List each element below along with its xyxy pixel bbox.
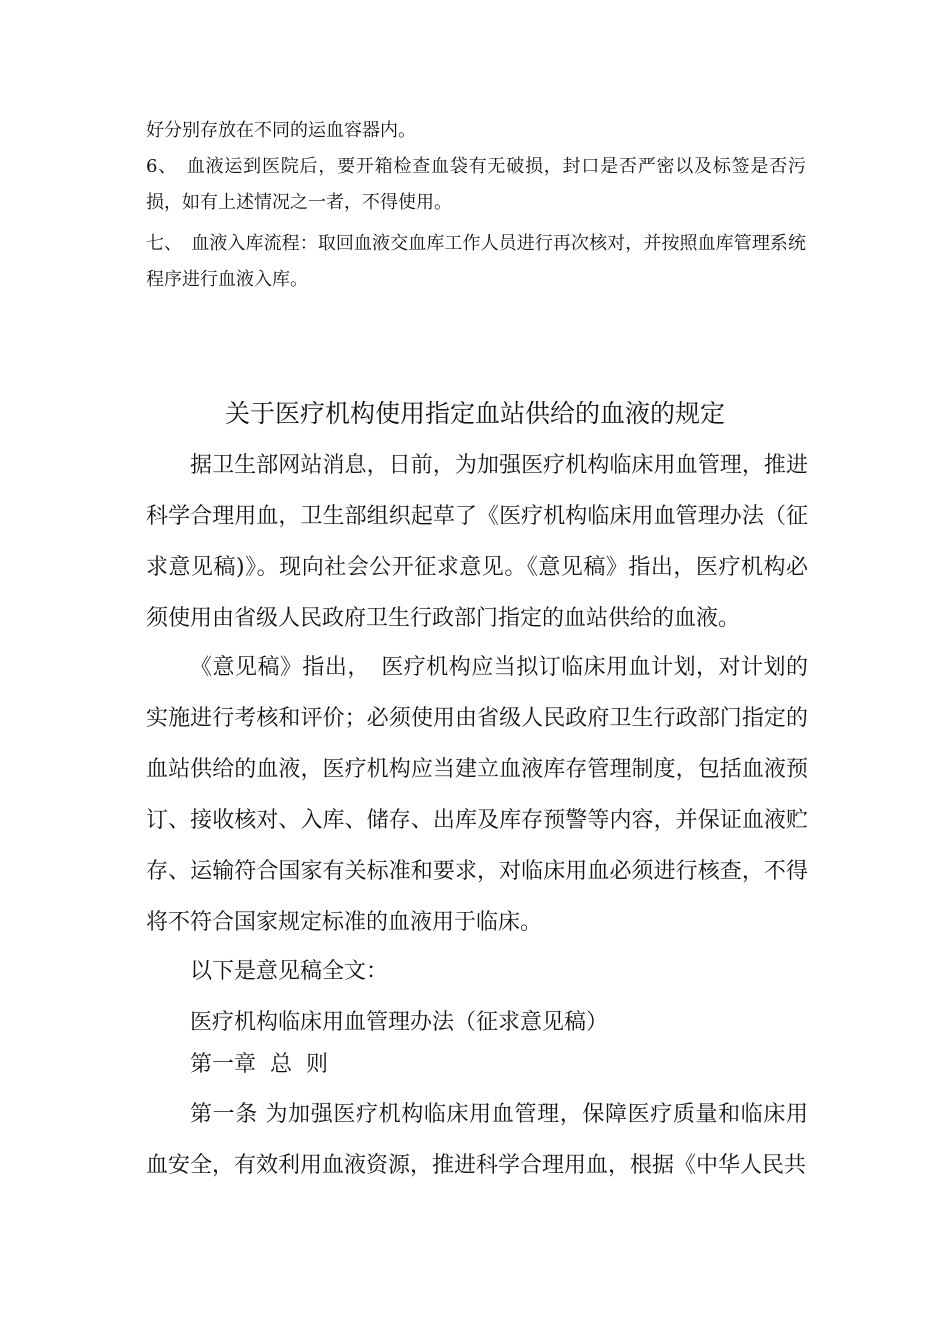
list-item-7: 七、 血液入库流程：取回血液交血库工作人员进行再次核对，并按照血库管理系统程序进行血液入库。 xyxy=(146,233,806,290)
paragraph-2: 《意见稿》指出， 医疗机构应当拟订临床用血计划，对计划的实施进行考核和评价；必须使用由省级人民政府卫生行政部门指定的血站供给的血液，医疗机构应当建立血液库存管理制度，包括血液预订、接收核对、入库、储存、出库及库存预警等内容，并保证血液贮存、运输符合国家有关标准和要求，对临床用血必须进行核查，不得将不符合国家规定标准的血液用于临床。 xyxy=(146,655,808,935)
list-item-6: 6、 血液运到医院后，要开箱检查血袋有无破损，封口是否严密以及标签是否污损，如有上述情况之一者，不得使用。 xyxy=(146,156,806,213)
paragraph-1: 据卫生部网站消息，日前，为加强医疗机构临床用血管理，推进科学合理用血，卫生部组织起草了《医疗机构临床用血管理办法（征求意见稿)》。现向社会公开征求意见。《意见稿》指出，医疗机构必须使用由省级人民政府卫生行政部门指定的血站供给的血液。 xyxy=(146,453,808,631)
paragraph-article-1: 第一条 为加强医疗机构临床用血管理，保障医疗质量和临床用血安全，有效利用血液资源，推进科学合理用血，根据《中华人民共 xyxy=(146,1102,808,1178)
continued-line: 好分别存放在不同的运血容器内。 xyxy=(146,120,416,141)
chapter-heading: 第一章 总 则 xyxy=(190,1052,328,1077)
fulltext-intro: 以下是意见稿全文： xyxy=(190,959,389,984)
article-title: 关于医疗机构使用指定血站供给的血液的规定 xyxy=(224,399,725,428)
document-title-line: 医疗机构临床用血管理办法（征求意见稿） xyxy=(190,1010,609,1035)
